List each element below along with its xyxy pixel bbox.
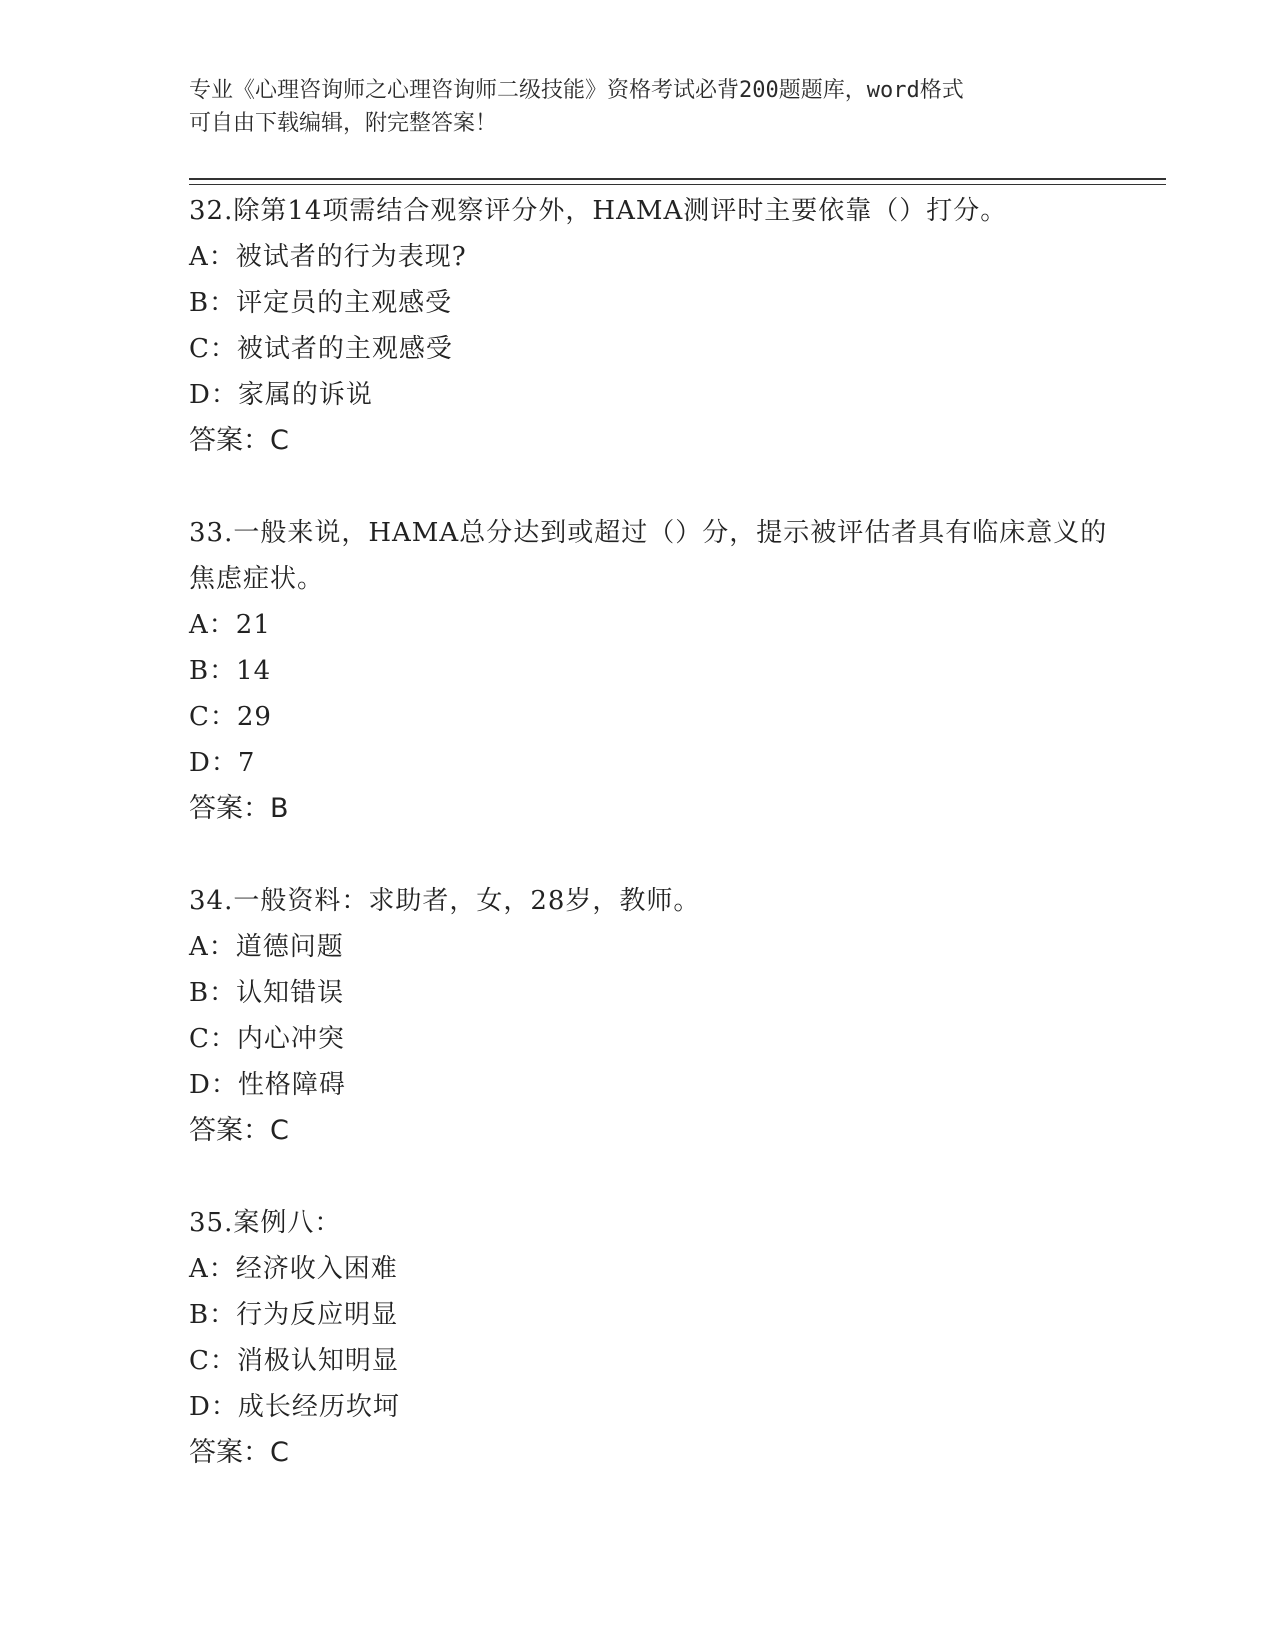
answer-line: 答案：C — [189, 425, 289, 456]
option-b: B：评定员的主观感受 — [189, 288, 453, 318]
question-stem: 35.案例八： — [189, 1208, 342, 1238]
document-header — [189, 74, 1089, 140]
header-line-1: 专业《心理咨询师之心理咨询师二级技能》资格考试必背200题题库，word格式 — [189, 78, 964, 103]
question-stem: 33.一般来说，HAMA总分达到或超过（）分，提示被评估者具有临床意义的焦虑症状。 — [189, 518, 1108, 594]
question-stem: 34.一般资料：求助者，女，28岁，教师。 — [189, 886, 701, 916]
header-line-2: 可自由下载编辑，附完整答案！ — [189, 111, 498, 136]
option-b: B：认知错误 — [189, 978, 345, 1008]
option-c: C：29 — [189, 702, 272, 732]
option-a: A：21 — [189, 610, 271, 640]
option-a: A：经济收入困难 — [189, 1254, 398, 1284]
option-d: D：7 — [189, 748, 256, 778]
option-d: D：成长经历坎坷 — [189, 1392, 400, 1422]
option-d: D：家属的诉说 — [189, 380, 373, 410]
question-34 — [189, 878, 1109, 1154]
option-b: B：行为反应明显 — [189, 1300, 399, 1330]
answer-line: 答案：C — [189, 1115, 289, 1146]
option-a: A：道德问题 — [189, 932, 344, 962]
question-33 — [189, 510, 1109, 832]
option-a: A：被试者的行为表现? — [189, 242, 467, 272]
option-c: C：消极认知明显 — [189, 1346, 399, 1376]
option-b: B：14 — [189, 656, 272, 686]
answer-line: 答案：C — [189, 1437, 289, 1468]
question-35 — [189, 1200, 1109, 1476]
question-32 — [189, 188, 1109, 464]
header-divider-thin — [189, 184, 1166, 185]
question-stem: 32.除第14项需结合观察评分外，HAMA测评时主要依靠（）打分。 — [189, 196, 1008, 226]
option-d: D：性格障碍 — [189, 1070, 346, 1100]
option-c: C：内心冲突 — [189, 1024, 345, 1054]
header-divider-thick — [189, 178, 1166, 180]
answer-line: 答案：B — [189, 793, 289, 824]
option-c: C：被试者的主观感受 — [189, 334, 453, 364]
question-list — [189, 188, 1109, 1522]
